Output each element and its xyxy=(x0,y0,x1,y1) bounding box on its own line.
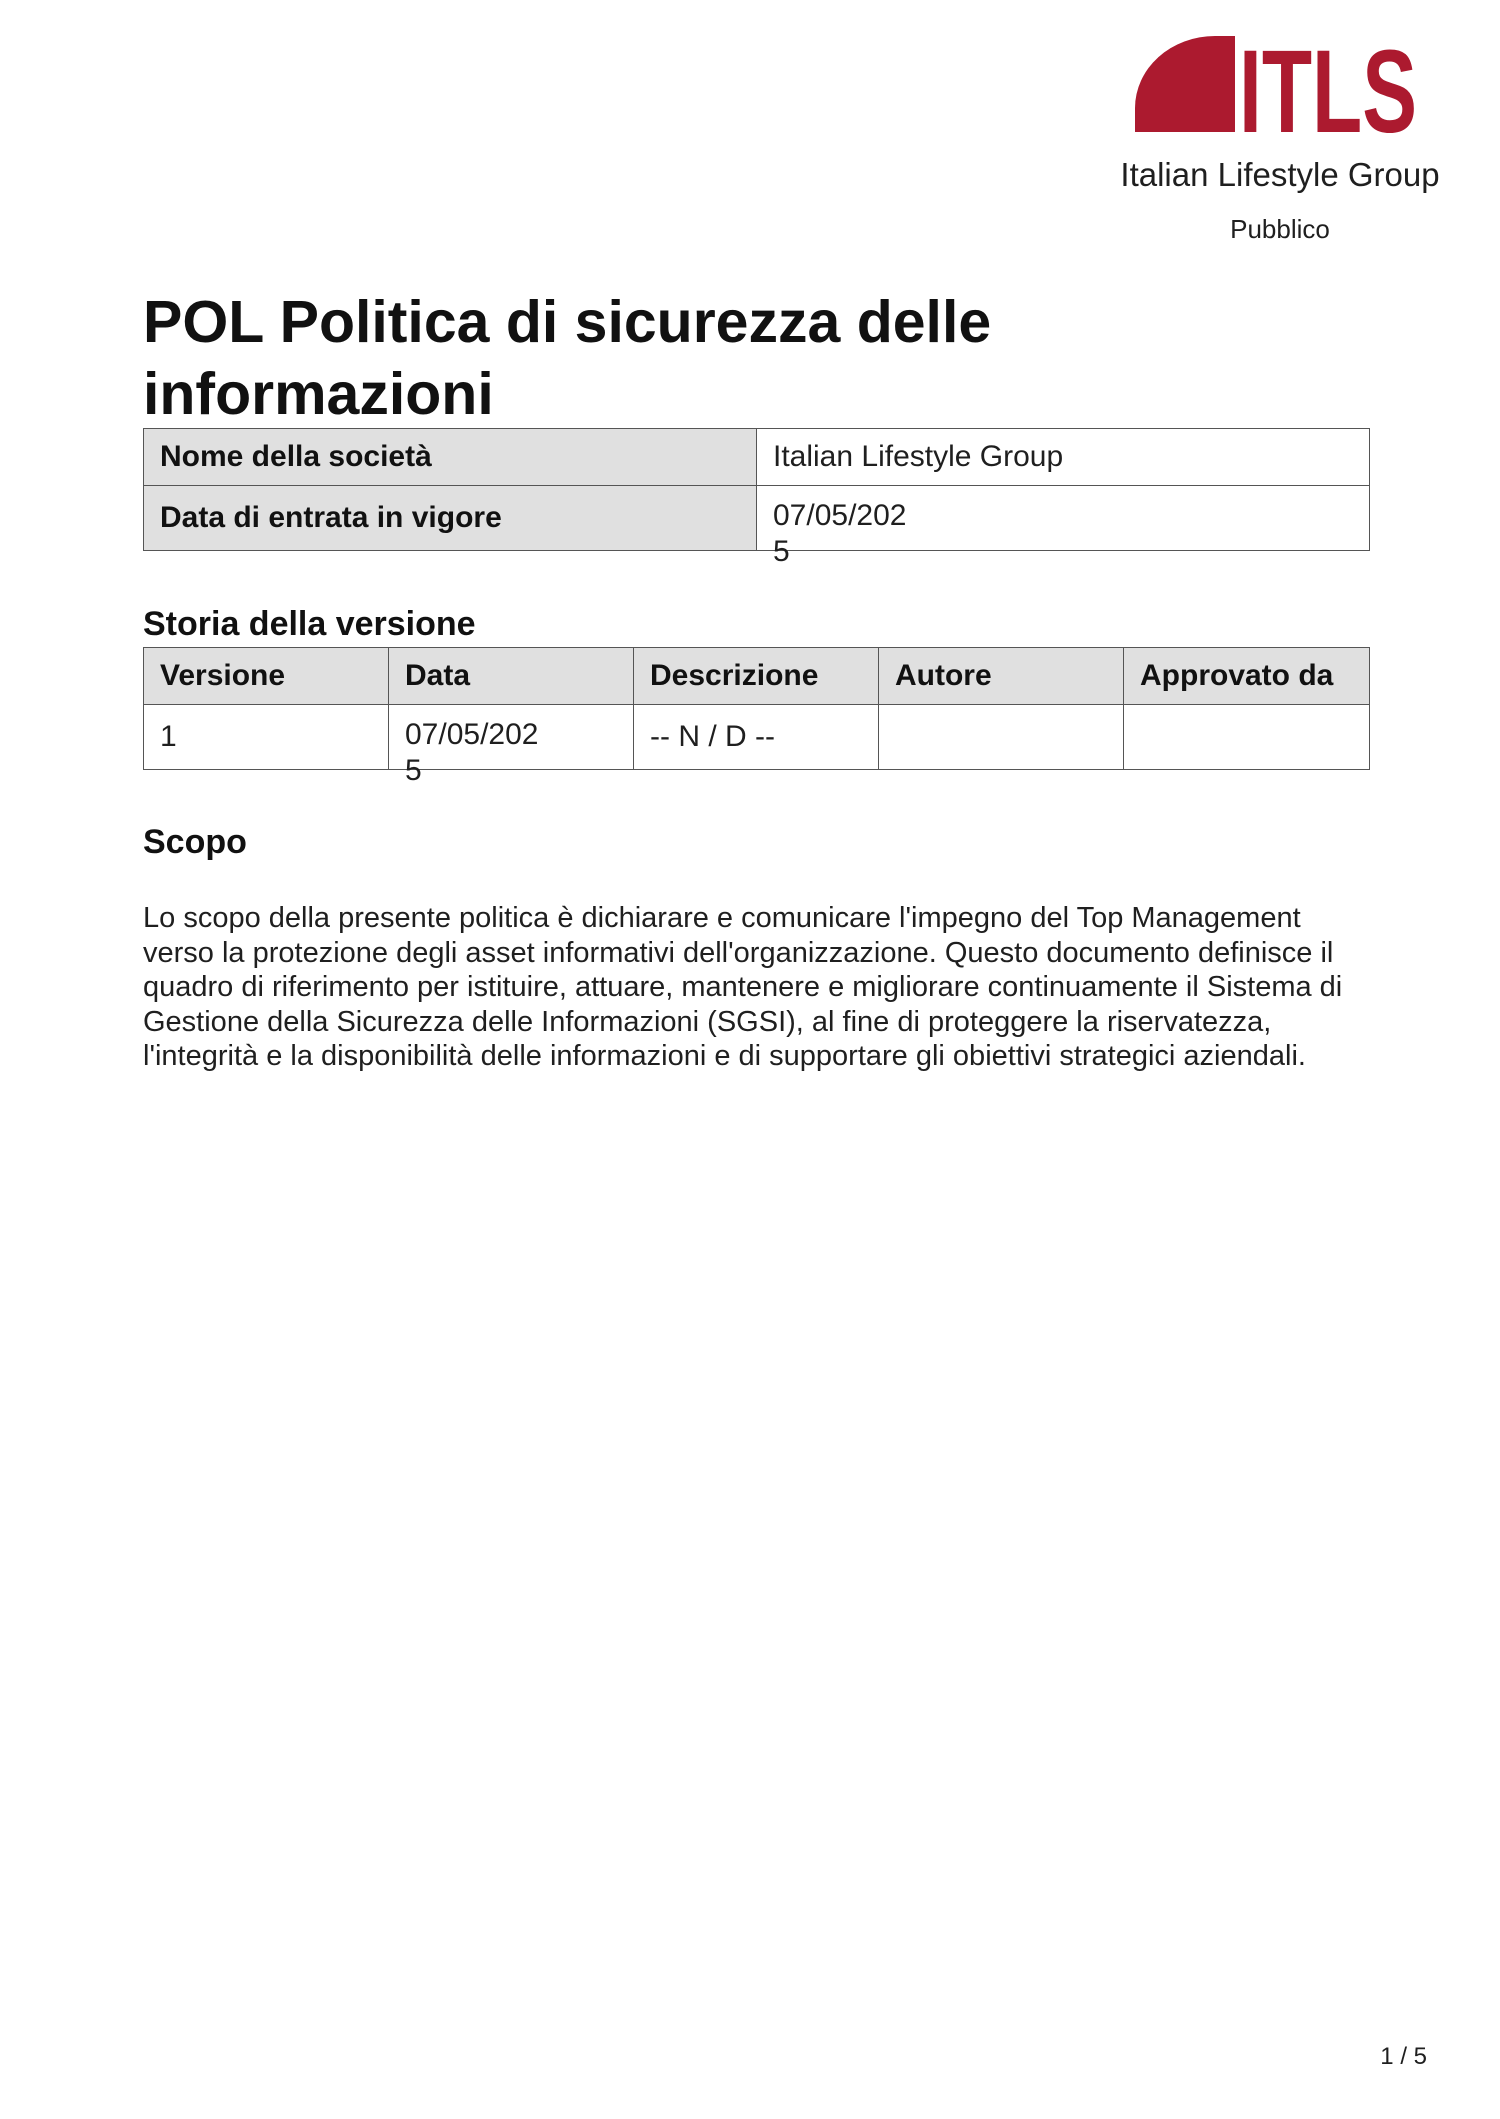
scope-heading: Scopo xyxy=(143,823,247,861)
company-name-label: Nome della società xyxy=(144,429,757,486)
version-date: 07/05/2025 xyxy=(405,718,539,787)
table-header-row xyxy=(144,648,1370,705)
version-date-cell xyxy=(389,705,634,787)
effective-date-cell xyxy=(757,486,1370,568)
page-number: 1 / 5 xyxy=(1380,2043,1427,2070)
company-logo-block xyxy=(1080,26,1480,260)
column-header-descrizione: Descrizione xyxy=(634,648,879,705)
itls-logo xyxy=(1135,26,1425,158)
version-author xyxy=(879,705,1124,770)
company-name-value: Italian Lifestyle Group xyxy=(757,429,1370,486)
scope-paragraph: Lo scopo della presente politica è dichiarare e comunicare l'impegno del Top Management verso la protezione degli asset informativi dell'organizzazione. Questo documento definisce il quadro di riferimento per istituire, attuare, mantenere e migliorare continuamente il Sistema di Gestione della Sicurezza delle Informazioni (SGSI), al fine di proteggere la riservatezza, l'integrità e la disponibilità delle informazioni e di supportare gli obiettivi strategici aziendali. xyxy=(143,902,1343,1072)
classification-label: Pubblico xyxy=(1230,214,1330,244)
effective-date-value: 07/05/2025 xyxy=(773,499,907,568)
version-approved-by xyxy=(1124,705,1370,770)
company-info-table xyxy=(143,428,1370,568)
version-number: 1 xyxy=(144,705,389,770)
table-row xyxy=(144,429,1370,486)
column-header-versione: Versione xyxy=(144,648,389,705)
logo-quarter-circle-shape xyxy=(1135,36,1235,132)
document-title: POL Politica di sicurezza delle informazioni xyxy=(143,289,992,427)
logo-text: ITLS xyxy=(1239,26,1417,158)
effective-date-label: Data di entrata in vigore xyxy=(144,486,757,551)
table-row xyxy=(144,486,1370,551)
company-name: Italian Lifestyle Group xyxy=(1120,156,1440,193)
version-history-table xyxy=(143,647,1370,787)
column-header-autore: Autore xyxy=(879,648,1124,705)
version-history-heading: Storia della versione xyxy=(143,605,476,643)
version-description: -- N / D -- xyxy=(634,705,879,770)
column-header-approvato-da: Approvato da xyxy=(1124,648,1370,705)
column-header-data: Data xyxy=(389,648,634,705)
table-row xyxy=(144,705,1370,770)
